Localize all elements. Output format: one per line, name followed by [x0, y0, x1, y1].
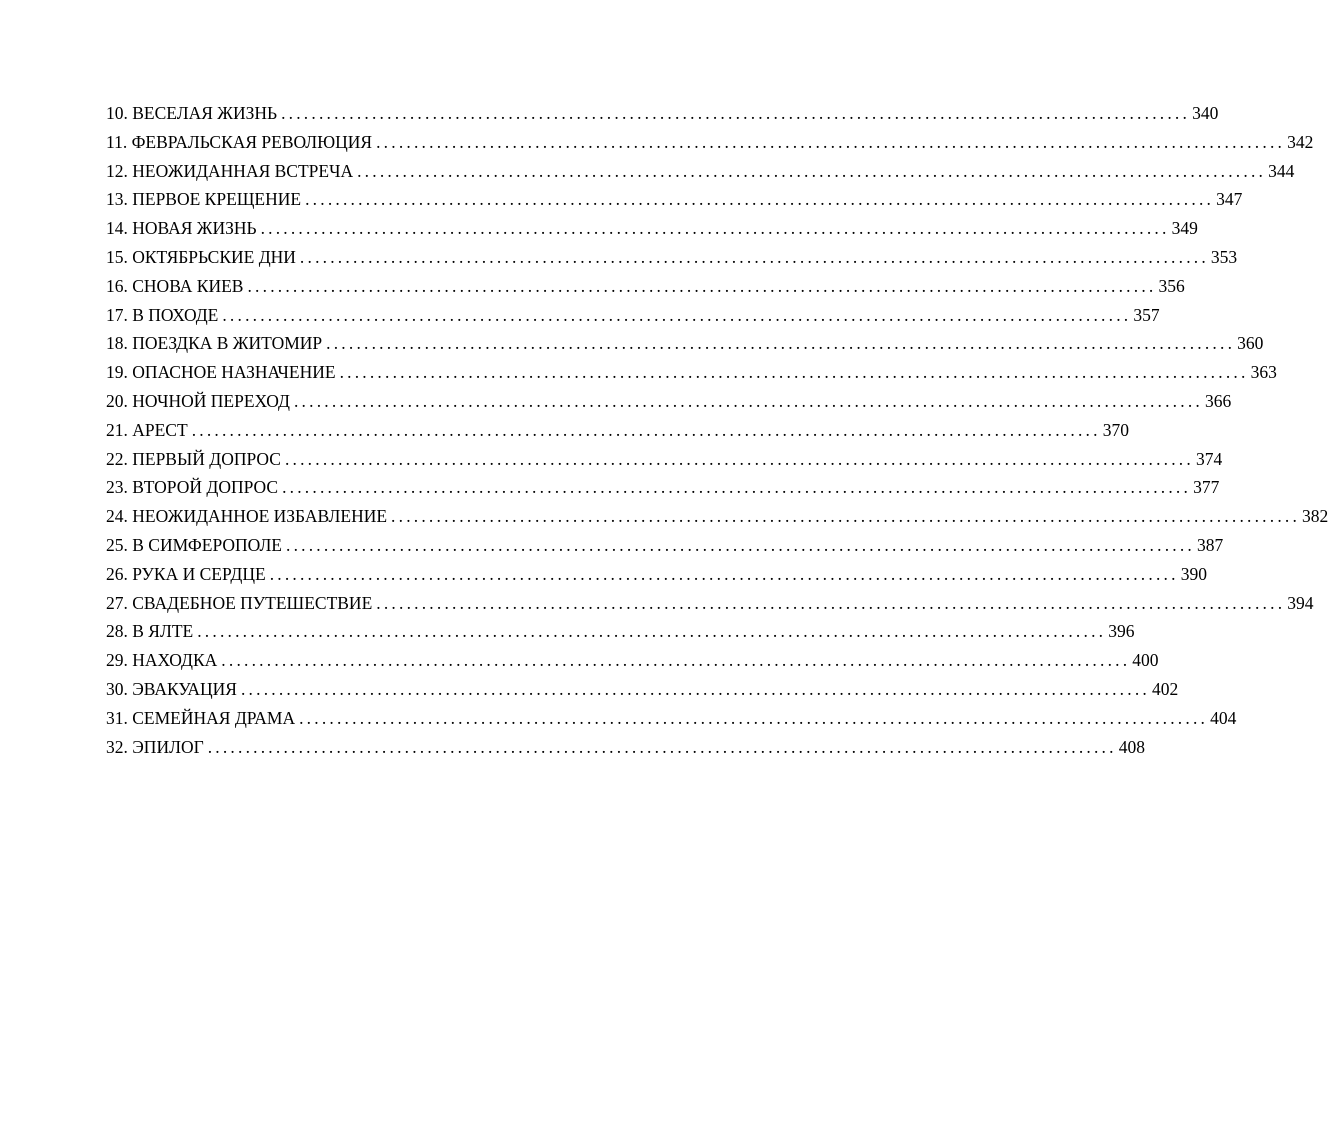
toc-entry-page-number: 396 — [1108, 621, 1135, 642]
toc-entry-page-number: 344 — [1268, 160, 1295, 181]
toc-entry — [106, 733, 1145, 762]
dot-leader: ........................................................................................................................ — [269, 563, 1179, 584]
toc-entry — [106, 128, 1314, 157]
toc-entry-page-number: 357 — [1133, 304, 1160, 325]
toc-entry-page-number: 408 — [1118, 736, 1145, 757]
toc-entry-page-number: 356 — [1158, 275, 1185, 296]
toc-entry-title: 23. ВТОРОЙ ДОПРОС — [106, 477, 279, 498]
toc-entry — [106, 416, 1129, 445]
toc-entry-page-number: 382 — [1302, 506, 1328, 527]
toc-entry — [106, 329, 1264, 358]
toc-entry-title: 32. ЭПИЛОГ — [106, 736, 204, 757]
toc-entry-title: 19. ОПАСНОЕ НАЗНАЧЕНИЕ — [106, 362, 336, 383]
toc-entry-title: 20. НОЧНОЙ ПЕРЕХОД — [106, 390, 290, 411]
toc-entry — [106, 560, 1207, 589]
dot-leader: ........................................................................................................................ — [260, 218, 1170, 239]
toc-entry-title: 31. СЕМЕЙНАЯ ДРАМА — [106, 707, 296, 728]
toc-entry-page-number: 404 — [1210, 707, 1237, 728]
dot-leader: ........................................................................................................................ — [376, 131, 1286, 152]
toc-entry-title: 18. ПОЕЗДКА В ЖИТОМИР — [106, 333, 323, 354]
dot-leader: ........................................................................................................................ — [221, 650, 1131, 671]
toc-entry-page-number: 370 — [1102, 419, 1129, 440]
toc-entry — [106, 445, 1223, 474]
toc-entry — [106, 157, 1295, 186]
toc-entry-page-number: 390 — [1180, 563, 1207, 584]
toc-entry-title: 29. НАХОДКА — [106, 650, 218, 671]
dot-leader: ........................................................................................................................ — [247, 275, 1157, 296]
toc-entry-page-number: 402 — [1151, 678, 1179, 699]
dot-leader: ........................................................................................................................ — [282, 477, 1192, 498]
toc-entry — [106, 589, 1314, 618]
toc-entry-page-number: 377 — [1193, 477, 1220, 498]
toc-entry-page-number: 349 — [1171, 218, 1198, 239]
dot-leader: ........................................................................................................................ — [293, 390, 1203, 411]
toc-entry-page-number: 360 — [1237, 333, 1264, 354]
toc-entry-title: 14. НОВАЯ ЖИЗНЬ — [106, 218, 257, 239]
toc-entry-title: 13. ПЕРВОЕ КРЕЩЕНИЕ — [106, 189, 302, 210]
dot-leader: ........................................................................................................................ — [299, 246, 1209, 267]
dot-leader: ........................................................................................................................ — [339, 362, 1249, 383]
toc-entry-page-number: 374 — [1195, 448, 1223, 469]
toc-entry — [106, 185, 1243, 214]
dot-leader: ........................................................................................................................ — [240, 678, 1150, 699]
toc-entry-title: 22. ПЕРВЫЙ ДОПРОС — [106, 448, 281, 469]
dot-leader: ........................................................................................................................ — [391, 506, 1301, 527]
dot-leader: ........................................................................................................................ — [286, 534, 1195, 555]
toc-entry — [106, 531, 1224, 560]
dot-leader: ........................................................................................................................ — [299, 707, 1209, 728]
toc-entry — [106, 99, 1219, 128]
toc-entry — [106, 617, 1135, 646]
toc-entry — [106, 214, 1198, 243]
toc-entry-title: 10. ВЕСЕЛАЯ ЖИЗНЬ — [106, 103, 278, 123]
toc-entry-title: 11. ФЕВРАЛЬСКАЯ РЕВОЛЮЦИЯ — [106, 131, 373, 152]
dot-leader: ........................................................................................................................ — [376, 592, 1286, 613]
toc-entry-page-number: 366 — [1204, 390, 1232, 411]
toc-entry — [106, 704, 1237, 733]
toc-entry-page-number: 394 — [1287, 592, 1314, 613]
toc-entry — [106, 358, 1277, 387]
toc-entry-title: 28. В ЯЛТЕ — [106, 621, 194, 642]
dot-leader: ........................................................................................................................ — [191, 419, 1101, 440]
toc-entry-title: 17. В ПОХОДЕ — [106, 304, 219, 325]
dot-leader: ........................................................................................................................ — [281, 103, 1191, 123]
table-of-contents — [106, 99, 1328, 761]
toc-entry-title: 12. НЕОЖИДАННАЯ ВСТРЕЧА — [106, 160, 354, 181]
toc-entry — [106, 675, 1179, 704]
toc-entry — [106, 473, 1220, 502]
toc-entry-page-number: 340 — [1192, 103, 1219, 123]
toc-entry-title: 16. СНОВА КИЕВ — [106, 275, 244, 296]
dot-leader: ........................................................................................................................ — [197, 621, 1107, 642]
dot-leader: ........................................................................................................................ — [357, 160, 1267, 181]
toc-entry-page-number: 353 — [1210, 246, 1238, 267]
toc-entry-page-number: 363 — [1250, 362, 1277, 383]
dot-leader: ........................................................................................................................ — [222, 304, 1132, 325]
toc-entry-title: 25. В СИМФЕРОПОЛЕ — [106, 534, 282, 555]
toc-entry — [106, 243, 1238, 272]
toc-entry-page-number: 400 — [1132, 650, 1159, 671]
toc-entry-title: 26. РУКА И СЕРДЦЕ — [106, 563, 266, 584]
dot-leader: ........................................................................................................................ — [326, 333, 1236, 354]
toc-entry-title: 15. ОКТЯБРЬСКИЕ ДНИ — [106, 246, 296, 267]
toc-entry — [106, 272, 1185, 301]
toc-entry-page-number: 347 — [1216, 189, 1243, 210]
dot-leader: ........................................................................................................................ — [305, 189, 1215, 210]
toc-entry-title: 24. НЕОЖИДАННОЕ ИЗБАВЛЕНИЕ — [106, 506, 388, 527]
toc-entry-title: 30. ЭВАКУАЦИЯ — [106, 678, 237, 699]
toc-entry-page-number: 387 — [1197, 534, 1224, 555]
toc-entry-title: 21. АРЕСТ — [106, 419, 188, 440]
toc-entry — [106, 646, 1159, 675]
toc-entry-title: 27. СВАДЕБНОЕ ПУТЕШЕСТВИЕ — [106, 592, 373, 613]
toc-entry-page-number: 342 — [1287, 131, 1314, 152]
dot-leader: ........................................................................................................................ — [207, 736, 1117, 757]
toc-entry — [106, 502, 1328, 531]
toc-entry — [106, 387, 1232, 416]
toc-entry — [106, 301, 1160, 330]
dot-leader: ........................................................................................................................ — [284, 448, 1194, 469]
